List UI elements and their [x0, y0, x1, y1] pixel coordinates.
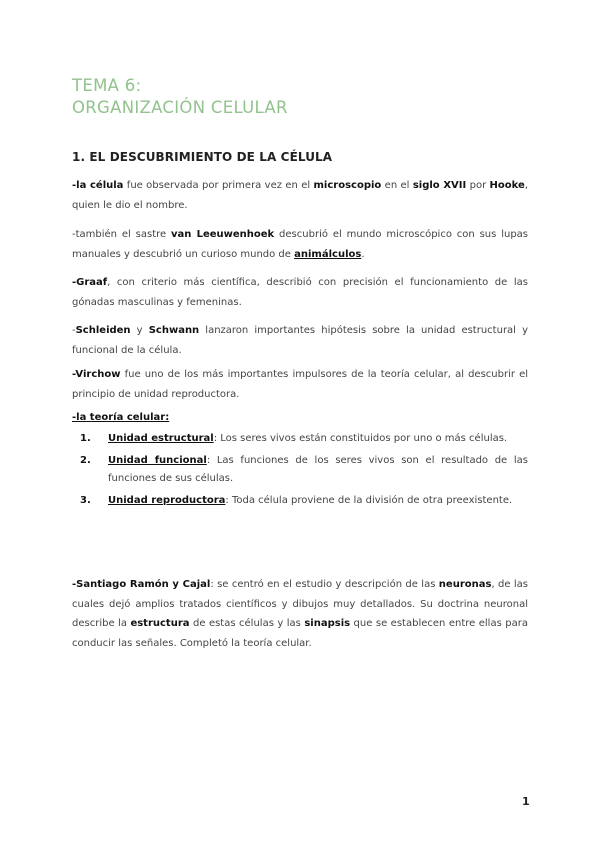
list-item: [80, 452, 528, 488]
text: fue uno de los más importantes impulsores de la teoría celular, al descubrir el principio de unidad reproductora.: [72, 369, 528, 400]
list-number: 3.: [80, 495, 91, 506]
text: que se establecen entre ellas para conducir las señales. Completó la teoría celular.: [72, 618, 528, 649]
list-item: [80, 430, 528, 448]
text: : se centró en el estudio y descripción de las: [210, 579, 439, 590]
term-structural: Unidad estructural: [108, 433, 214, 444]
text: -: [72, 325, 76, 336]
text: , con criterio más científica, describió con precisión el funcionamiento de las gónadas masculinas y femeninas.: [72, 277, 528, 308]
term-schwann: Schwann: [148, 325, 200, 336]
term-synapse: sinapsis: [304, 618, 351, 629]
theory-heading-text: -la teoría celular:: [72, 412, 170, 423]
term-graaf: -Graaf: [72, 277, 108, 288]
text: -también el sastre: [72, 229, 172, 240]
text: , quien le dio el nombre.: [72, 180, 529, 211]
paragraph-hooke: [72, 176, 528, 216]
term-functional: Unidad funcional: [108, 455, 207, 466]
text: en el: [381, 180, 413, 191]
term-leeuwenhoek: van Leeuwenhoek: [171, 229, 275, 240]
theory-list: [80, 430, 528, 514]
paragraph-leeuwenhoek: [72, 225, 528, 265]
paragraph-schleiden-schwann: [72, 321, 528, 361]
text: de estas células y las: [189, 618, 305, 629]
paragraph-virchow: [72, 365, 528, 405]
term-hooke: Hooke: [489, 180, 525, 191]
term-century: siglo XVII: [412, 180, 467, 191]
list-number: 1.: [80, 433, 91, 444]
paragraph-graaf: [72, 273, 528, 313]
list-number: 2.: [80, 455, 91, 466]
term-animalculos: animálculos: [294, 249, 362, 260]
term-reproductive: Unidad reproductora: [108, 495, 226, 506]
text: : Toda célula proviene de la división de otra preexistente.: [225, 495, 513, 506]
text: lanzaron importantes hipótesis sobre la unidad estructural y funcional de la célula.: [72, 325, 528, 356]
text: y: [130, 325, 149, 336]
term-structure: estructura: [130, 618, 190, 629]
section-heading: 1. EL DESCUBRIMIENTO DE LA CÉLULA: [72, 150, 333, 164]
theory-heading: [72, 408, 528, 428]
text: por: [466, 180, 490, 191]
term-schleiden: Schleiden: [75, 325, 131, 336]
paragraph-ramon-y-cajal: [72, 575, 528, 653]
page-number: 1: [522, 795, 530, 808]
text: , de las cuales dejó amplios tratados científicos y dibujos muy detallados. Su doctrina neuronal describe la: [72, 579, 529, 629]
text: .: [361, 249, 365, 260]
topic-title: ORGANIZACIÓN CELULAR: [72, 98, 288, 117]
term-microscope: microscopio: [313, 180, 382, 191]
term-cell: -la célula: [72, 180, 124, 191]
text: : Las funciones de los seres vivos son el resultado de las funciones de sus células.: [108, 455, 528, 484]
text: descubrió el mundo microscópico con sus lupas manuales y descubrió un curioso mundo de: [72, 229, 529, 260]
list-item: [80, 492, 528, 510]
term-virchow: -Virchow: [72, 369, 121, 380]
term-neurons: neuronas: [438, 579, 492, 590]
text: : Los seres vivos están constituidos por uno o más células.: [213, 433, 508, 444]
term-cajal: -Santiago Ramón y Cajal: [72, 579, 211, 590]
text: fue observada por primera vez en el: [123, 180, 314, 191]
topic-number: TEMA 6:: [72, 76, 142, 95]
